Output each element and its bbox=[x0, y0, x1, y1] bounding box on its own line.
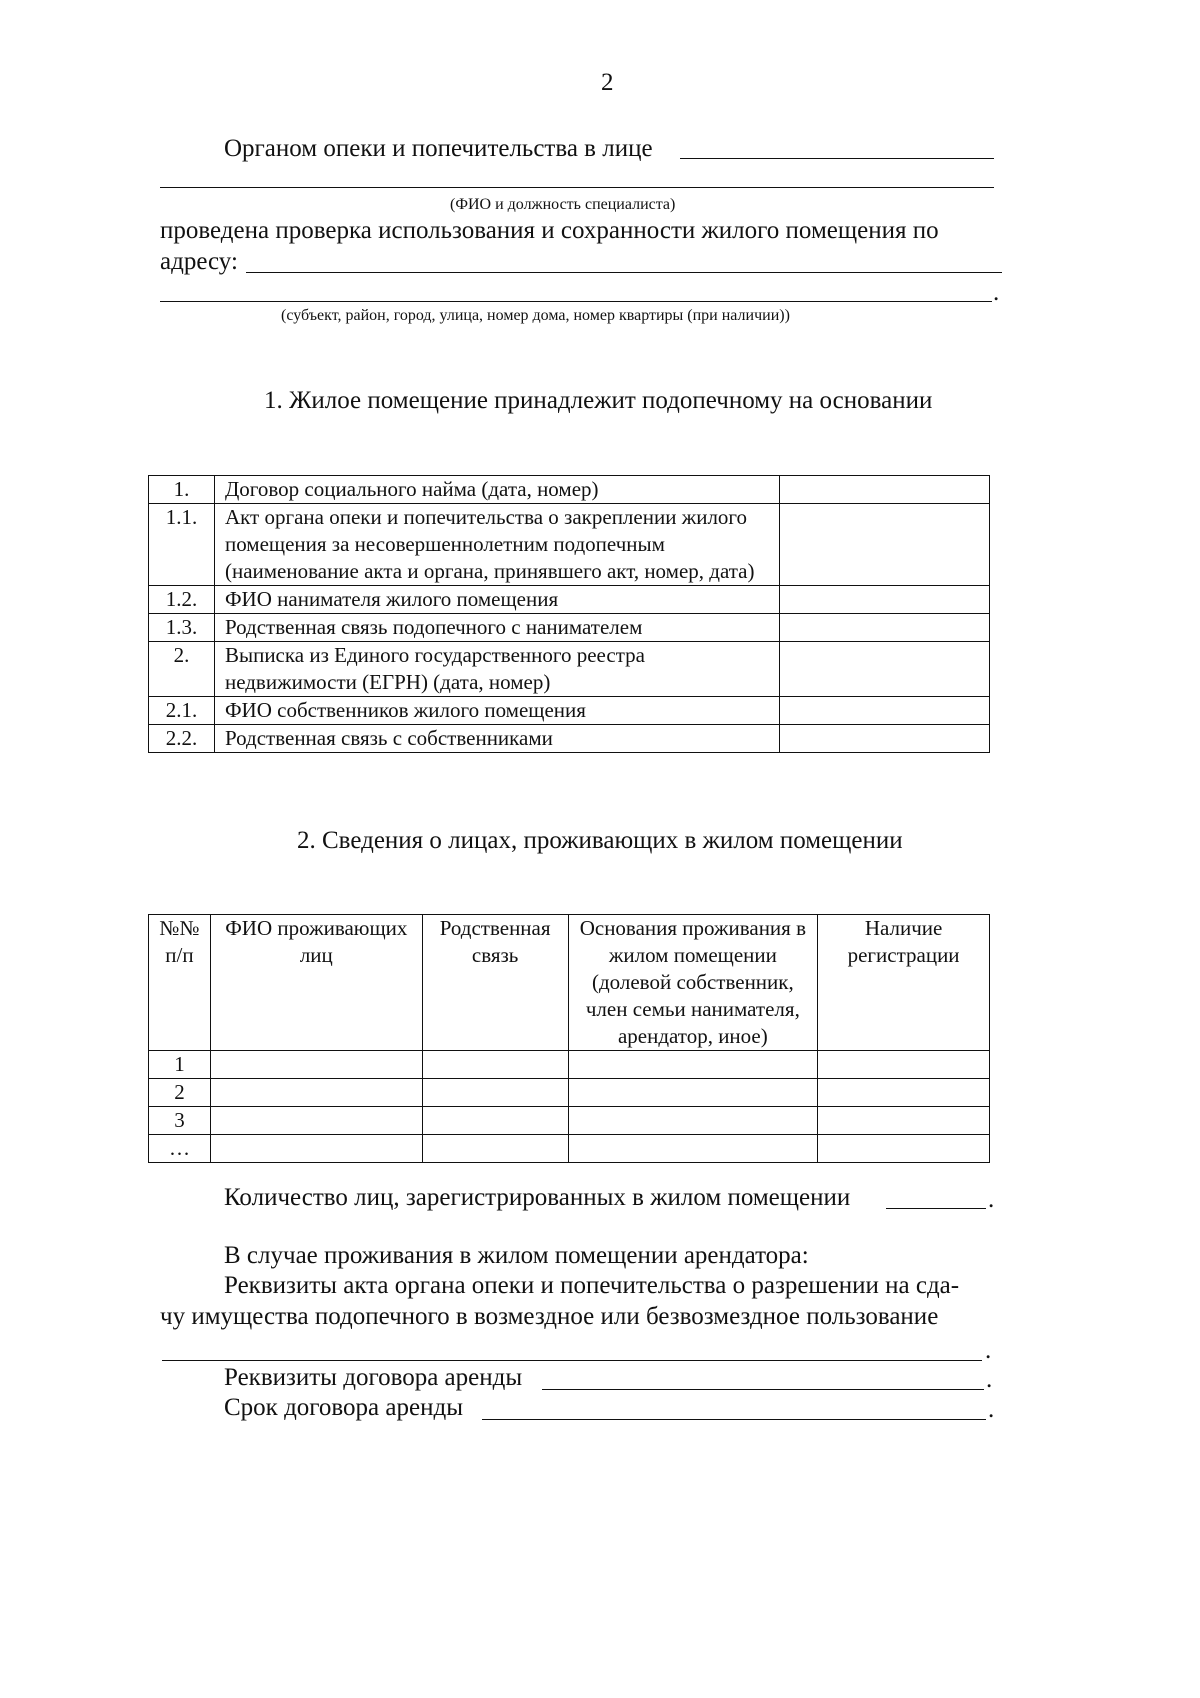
intro-line-address: адресу: bbox=[160, 248, 238, 275]
residents-table bbox=[148, 914, 990, 1163]
relation-cell[interactable] bbox=[422, 1079, 568, 1107]
fio-cell[interactable] bbox=[210, 1079, 422, 1107]
value-cell[interactable] bbox=[780, 642, 990, 697]
lease-period: . bbox=[986, 1366, 993, 1393]
table-row bbox=[149, 725, 990, 753]
row-number: 1. bbox=[149, 476, 215, 504]
table-row bbox=[149, 1135, 990, 1163]
registration-cell[interactable] bbox=[818, 1135, 990, 1163]
act-requisites-blank[interactable] bbox=[162, 1360, 982, 1361]
table-row bbox=[149, 476, 990, 504]
fio-blank-line-1[interactable] bbox=[680, 158, 994, 159]
table-row bbox=[149, 1051, 990, 1079]
fio-cell[interactable] bbox=[210, 1051, 422, 1079]
row-number: 2.2. bbox=[149, 725, 215, 753]
registration-cell[interactable] bbox=[818, 1079, 990, 1107]
row-label: Родственная связь подопечного с нанимателем bbox=[214, 614, 779, 642]
value-cell[interactable] bbox=[780, 476, 990, 504]
row-number: 2.1. bbox=[149, 697, 215, 725]
registered-count-label: Количество лиц, зарегистрированных в жилом помещении bbox=[224, 1184, 851, 1211]
row-label: Родственная связь с собственниками bbox=[214, 725, 779, 753]
value-cell[interactable] bbox=[780, 504, 990, 586]
registered-count-blank[interactable] bbox=[886, 1208, 986, 1209]
lease-term-blank[interactable] bbox=[482, 1419, 986, 1420]
act-period: . bbox=[985, 1337, 992, 1364]
page-number: 2 bbox=[601, 69, 614, 96]
row-number: 2. bbox=[149, 642, 215, 697]
row-number: 1.2. bbox=[149, 586, 215, 614]
row-label: ФИО нанимателя жилого помещения bbox=[214, 586, 779, 614]
lease-requisites-blank[interactable] bbox=[542, 1389, 984, 1390]
section1-heading: 1. Жилое помещение принадлежит подопечному на основании bbox=[264, 387, 933, 414]
row-number: … bbox=[149, 1135, 211, 1163]
table-row bbox=[149, 642, 990, 697]
table-row bbox=[149, 1079, 990, 1107]
header-relation: Родственная связь bbox=[422, 915, 568, 1051]
fio-cell[interactable] bbox=[210, 1135, 422, 1163]
lease-term-label: Срок договора аренды bbox=[224, 1394, 463, 1421]
value-cell[interactable] bbox=[780, 614, 990, 642]
term-period: . bbox=[988, 1396, 995, 1423]
caption-fio: (ФИО и должность специалиста) bbox=[450, 196, 676, 213]
grounds-cell[interactable] bbox=[568, 1079, 818, 1107]
caption-address: (субъект, район, город, улица, номер дома, номер квартиры (при наличии)) bbox=[281, 307, 790, 324]
act-requisites-line1: Реквизиты акта органа опеки и попечительства о разрешении на сда- bbox=[224, 1272, 960, 1299]
grounds-cell[interactable] bbox=[568, 1107, 818, 1135]
row-number: 1.1. bbox=[149, 504, 215, 586]
table-row bbox=[149, 1107, 990, 1135]
ownership-table bbox=[148, 475, 990, 753]
table-row bbox=[149, 586, 990, 614]
row-number: 2 bbox=[149, 1079, 211, 1107]
row-label: Договор социального найма (дата, номер) bbox=[214, 476, 779, 504]
relation-cell[interactable] bbox=[422, 1107, 568, 1135]
table-row bbox=[149, 697, 990, 725]
address-period: . bbox=[993, 279, 1000, 306]
value-cell[interactable] bbox=[780, 697, 990, 725]
header-number: №№ п/п bbox=[149, 915, 211, 1051]
row-label: ФИО собственников жилого помещения bbox=[214, 697, 779, 725]
row-number: 1 bbox=[149, 1051, 211, 1079]
registration-cell[interactable] bbox=[818, 1051, 990, 1079]
grounds-cell[interactable] bbox=[568, 1051, 818, 1079]
count-period: . bbox=[988, 1186, 995, 1213]
registration-cell[interactable] bbox=[818, 1107, 990, 1135]
table-row bbox=[149, 614, 990, 642]
address-blank-line-2[interactable] bbox=[160, 301, 992, 302]
row-number: 1.3. bbox=[149, 614, 215, 642]
act-requisites-line2: чу имущества подопечного в возмездное или безвозмездное пользование bbox=[160, 1303, 939, 1330]
header-fio: ФИО проживающих лиц bbox=[210, 915, 422, 1051]
section2-heading: 2. Сведения о лицах, проживающих в жилом помещении bbox=[297, 827, 903, 854]
fio-cell[interactable] bbox=[210, 1107, 422, 1135]
grounds-cell[interactable] bbox=[568, 1135, 818, 1163]
intro-line-guardian: Органом опеки и попечительства в лице bbox=[224, 135, 653, 162]
relation-cell[interactable] bbox=[422, 1051, 568, 1079]
row-label: Акт органа опеки и попечительства о закреплении жилого помещения за несовершеннолетним подопечным (наименование акта и органа, принявшего акт, номер, дата) bbox=[214, 504, 779, 586]
relation-cell[interactable] bbox=[422, 1135, 568, 1163]
table-header-row bbox=[149, 915, 990, 1051]
lease-requisites-label: Реквизиты договора аренды bbox=[224, 1364, 523, 1391]
value-cell[interactable] bbox=[780, 725, 990, 753]
value-cell[interactable] bbox=[780, 586, 990, 614]
address-blank-line-1[interactable] bbox=[246, 272, 1002, 273]
fio-blank-line-2[interactable] bbox=[160, 187, 994, 188]
row-number: 3 bbox=[149, 1107, 211, 1135]
header-grounds: Основания проживания в жилом помещении (долевой собственник, член семьи нанимателя, арендатор, иное) bbox=[568, 915, 818, 1051]
tenant-case-text: В случае проживания в жилом помещении арендатора: bbox=[224, 1242, 809, 1269]
intro-line-inspection: проведена проверка использования и сохранности жилого помещения по bbox=[160, 217, 939, 244]
header-registration: Наличие регистрации bbox=[818, 915, 990, 1051]
row-label: Выписка из Единого государственного реестра недвижимости (ЕГРН) (дата, номер) bbox=[214, 642, 779, 697]
table-row bbox=[149, 504, 990, 586]
